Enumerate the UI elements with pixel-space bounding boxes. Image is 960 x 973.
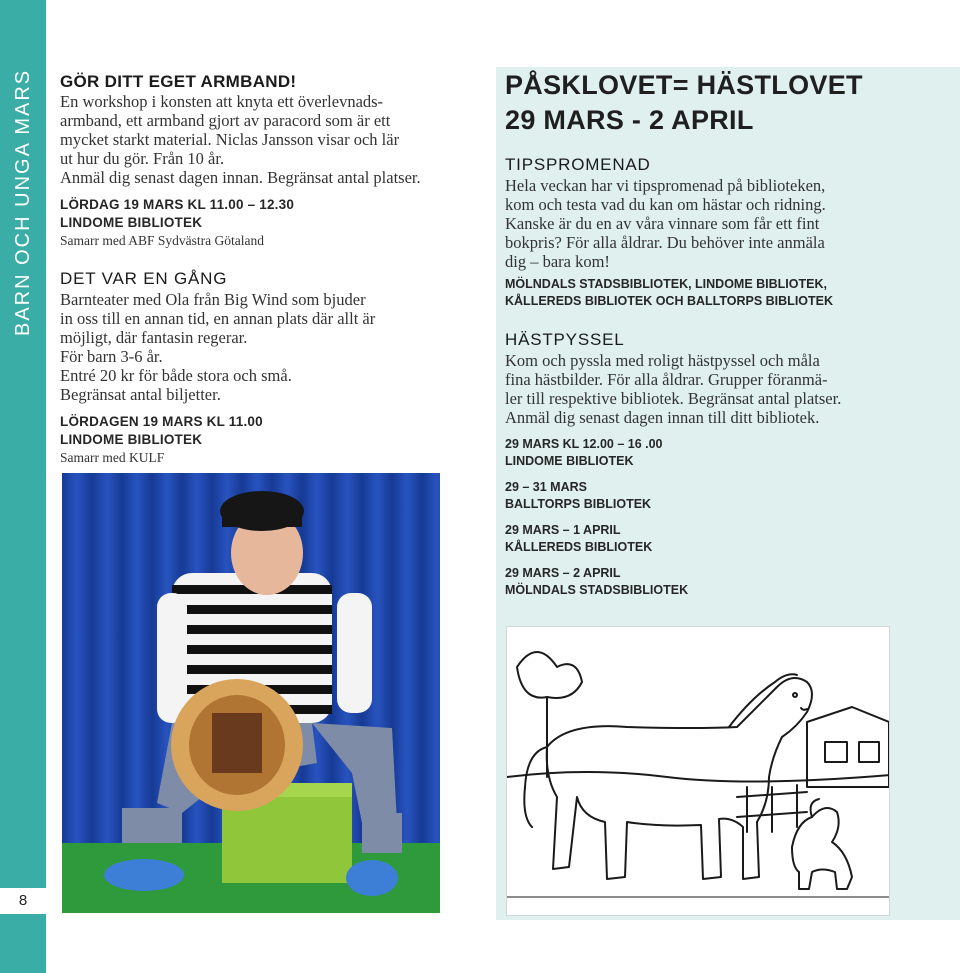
event-partner: Samarr med ABF Sydvästra Götaland: [60, 233, 264, 248]
walk-places: MÖLNDALS STADSBIBLIOTEK, LINDOME BIBLIOTEK,: [505, 277, 827, 291]
craft-schedule: [505, 436, 955, 599]
text-line: Barnteater med Ola från Big Wind som bjuder: [60, 290, 366, 309]
walk-places: KÅLLEREDS BIBLIOTEK OCH BALLTORPS BIBLIOTEK: [505, 294, 834, 308]
schedule-item: [505, 565, 955, 599]
text-line: Begränsat antal biljetter.: [60, 385, 221, 404]
event-place: LINDOME BIBLIOTEK: [60, 215, 203, 230]
text-line: Entré 20 kr för både stora och små.: [60, 366, 292, 385]
horse-line-art: [507, 627, 890, 916]
theatre-photo: [62, 473, 440, 913]
horse-coloring-drawing: [506, 626, 890, 916]
walk-section: [505, 154, 955, 310]
craft-title: HÄSTPYSSEL: [505, 330, 625, 349]
performer-illustration: [62, 473, 440, 913]
text-line: in oss till en annan tid, en annan plats där allt är: [60, 309, 376, 328]
craft-section: [505, 329, 955, 599]
text-line: mycket starkt material. Niclas Jansson visar och lär: [60, 130, 400, 149]
schedule-date: 29 – 31 MARS: [505, 480, 587, 494]
schedule-place: KÅLLEREDS BIBLIOTEK: [505, 540, 653, 554]
event-theatre: [60, 268, 480, 466]
text-line: Hela veckan har vi tipspromenad på biblioteken,: [505, 176, 826, 195]
schedule-date: 29 MARS KL 12.00 – 16 .00: [505, 437, 663, 451]
event-date: LÖRDAG 19 MARS KL 11.00 – 12.30: [60, 197, 295, 212]
schedule-date: 29 MARS – 2 APRIL: [505, 566, 621, 580]
event-title: DET VAR EN GÅNG: [60, 269, 228, 288]
walk-description: [505, 176, 955, 271]
event-title: GÖR DITT EGET ARMBAND!: [60, 72, 297, 91]
section-label: BARN OCH UNGA MARS: [12, 68, 34, 336]
text-line: För barn 3-6 år.: [60, 347, 163, 366]
text-line: Kom och pyssla med roligt hästpyssel och måla: [505, 351, 820, 370]
text-line: Anmäl dig senast dagen innan till ditt bibliotek.: [505, 408, 820, 427]
text-line: kom och testa vad du kan om hästar och ridning.: [505, 195, 826, 214]
text-line: ler till respektive bibliotek. Begränsat antal platser.: [505, 389, 842, 408]
schedule-date: 29 MARS – 1 APRIL: [505, 523, 621, 537]
event-description: [60, 290, 480, 404]
schedule-item: [505, 522, 955, 556]
panel-content: [505, 67, 955, 599]
schedule-item: [505, 479, 955, 513]
text-line: fina hästbilder. För alla åldrar. Grupper föranmä-: [505, 370, 828, 389]
event-date: LÖRDAGEN 19 MARS KL 11.00: [60, 414, 263, 429]
sidebar: [0, 0, 46, 973]
text-line: bokpris? För alla åldrar. Du behöver inte anmäla: [505, 233, 825, 252]
panel-dates: 29 MARS - 2 APRIL: [505, 105, 754, 135]
text-line: ut hur du gör. Från 10 år.: [60, 149, 225, 168]
text-line: armband, ett armband gjort av paracord som är ett: [60, 111, 391, 130]
schedule-place: LINDOME BIBLIOTEK: [505, 454, 634, 468]
schedule-item: [505, 436, 955, 470]
text-line: möjligt, där fantasin regerar.: [60, 328, 248, 347]
walk-title: TIPSPROMENAD: [505, 155, 651, 174]
left-column: [60, 72, 480, 466]
text-line: dig – bara kom!: [505, 252, 610, 271]
page-number: 8: [0, 888, 46, 914]
craft-description: [505, 351, 955, 427]
text-line: En workshop i konsten att knyta ett överlevnads-: [60, 92, 384, 111]
event-place: LINDOME BIBLIOTEK: [60, 432, 203, 447]
event-description: [60, 92, 480, 187]
panel-title: PÅSKLOVET= HÄSTLOVET: [505, 70, 863, 100]
text-line: Kanske är du en av våra vinnare som får ett fint: [505, 214, 820, 233]
schedule-place: MÖLNDALS STADSBIBLIOTEK: [505, 583, 689, 597]
event-bracelet: [60, 72, 480, 249]
event-partner: Samarr med KULF: [60, 450, 165, 465]
schedule-place: BALLTORPS BIBLIOTEK: [505, 497, 652, 511]
easter-panel: [496, 67, 960, 920]
text-line: Anmäl dig senast dagen innan. Begränsat antal platser.: [60, 168, 421, 187]
